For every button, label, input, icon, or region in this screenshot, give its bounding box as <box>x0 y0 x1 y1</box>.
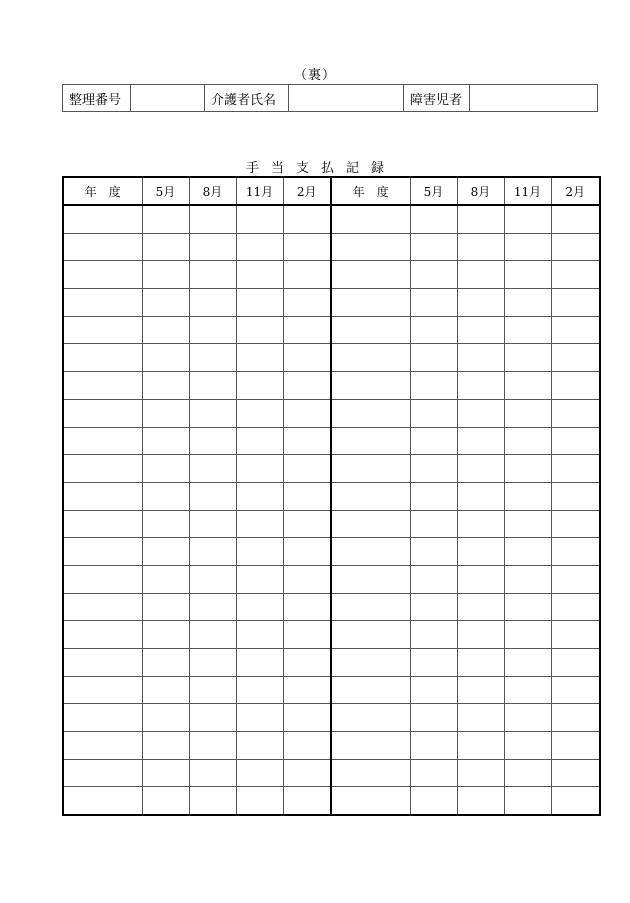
cell-may-right[interactable] <box>410 261 457 289</box>
cell-feb-left[interactable] <box>283 289 331 317</box>
registration-number-field[interactable] <box>131 85 205 112</box>
cell-may-left[interactable] <box>142 427 189 455</box>
cell-fiscal-year-right[interactable] <box>331 621 410 649</box>
table-row <box>63 759 600 787</box>
cell-feb-left[interactable] <box>283 787 331 815</box>
cell-nov-right[interactable] <box>504 233 551 261</box>
table-row <box>63 732 600 760</box>
cell-fiscal-year-right[interactable] <box>331 649 410 677</box>
cell-nov-right[interactable] <box>504 538 551 566</box>
table-row <box>63 565 600 593</box>
cell-fiscal-year-left[interactable] <box>63 510 142 538</box>
cell-may-right[interactable] <box>410 372 457 400</box>
cell-feb-left[interactable] <box>283 538 331 566</box>
cell-aug-left[interactable] <box>189 538 236 566</box>
cell-fiscal-year-left[interactable] <box>63 233 142 261</box>
cell-feb-left[interactable] <box>283 233 331 261</box>
cell-feb-left[interactable] <box>283 344 331 372</box>
table-row <box>63 649 600 677</box>
cell-feb-left[interactable] <box>283 565 331 593</box>
cell-may-left[interactable] <box>142 205 189 233</box>
cell-may-left[interactable] <box>142 676 189 704</box>
cell-aug-left[interactable] <box>189 261 236 289</box>
cell-feb-left[interactable] <box>283 482 331 510</box>
cell-fiscal-year-left[interactable] <box>63 759 142 787</box>
table-row <box>63 510 600 538</box>
header-aug-left: 8月 <box>189 177 236 205</box>
cell-feb-right[interactable] <box>551 289 600 317</box>
cell-fiscal-year-right[interactable] <box>331 399 410 427</box>
cell-fiscal-year-left[interactable] <box>63 289 142 317</box>
cell-fiscal-year-left[interactable] <box>63 482 142 510</box>
cell-nov-left[interactable] <box>236 732 283 760</box>
cell-nov-left[interactable] <box>236 289 283 317</box>
cell-feb-right[interactable] <box>551 510 600 538</box>
cell-fiscal-year-right[interactable] <box>331 704 410 732</box>
cell-fiscal-year-right[interactable] <box>331 455 410 483</box>
cell-feb-right[interactable] <box>551 261 600 289</box>
cell-fiscal-year-right[interactable] <box>331 289 410 317</box>
cell-aug-right[interactable] <box>457 427 504 455</box>
cell-feb-left[interactable] <box>283 399 331 427</box>
cell-fiscal-year-right[interactable] <box>331 759 410 787</box>
cell-may-left[interactable] <box>142 593 189 621</box>
payment-record-title: 手当支払記録 <box>245 161 396 176</box>
cell-nov-left[interactable] <box>236 538 283 566</box>
cell-nov-right[interactable] <box>504 787 551 815</box>
cell-nov-left[interactable] <box>236 316 283 344</box>
page-side-label: （裏） <box>293 68 336 83</box>
cell-feb-right[interactable] <box>551 427 600 455</box>
cell-feb-right[interactable] <box>551 704 600 732</box>
cell-aug-left[interactable] <box>189 372 236 400</box>
disabled-child-label: 障害児者 <box>404 85 470 112</box>
cell-nov-left[interactable] <box>236 621 283 649</box>
cell-feb-left[interactable] <box>283 676 331 704</box>
cell-fiscal-year-left[interactable] <box>63 676 142 704</box>
cell-fiscal-year-left[interactable] <box>63 593 142 621</box>
cell-feb-left[interactable] <box>283 621 331 649</box>
cell-nov-right[interactable] <box>504 759 551 787</box>
cell-fiscal-year-left[interactable] <box>63 399 142 427</box>
cell-nov-left[interactable] <box>236 593 283 621</box>
cell-feb-right[interactable] <box>551 455 600 483</box>
cell-feb-left[interactable] <box>283 510 331 538</box>
cell-nov-left[interactable] <box>236 482 283 510</box>
table-row <box>63 621 600 649</box>
table-row <box>63 676 600 704</box>
cell-nov-right[interactable] <box>504 649 551 677</box>
cell-fiscal-year-left[interactable] <box>63 787 142 815</box>
cell-nov-right[interactable] <box>504 621 551 649</box>
cell-fiscal-year-right[interactable] <box>331 233 410 261</box>
cell-fiscal-year-right[interactable] <box>331 510 410 538</box>
cell-feb-left[interactable] <box>283 649 331 677</box>
cell-aug-right[interactable] <box>457 621 504 649</box>
table-row <box>63 205 600 233</box>
cell-may-right[interactable] <box>410 344 457 372</box>
cell-nov-left[interactable] <box>236 787 283 815</box>
cell-aug-right[interactable] <box>457 732 504 760</box>
cell-nov-right[interactable] <box>504 316 551 344</box>
cell-may-left[interactable] <box>142 372 189 400</box>
cell-may-right[interactable] <box>410 205 457 233</box>
record-body <box>63 205 600 815</box>
caregiver-name-field[interactable] <box>289 85 404 112</box>
cell-may-left[interactable] <box>142 233 189 261</box>
cell-aug-right[interactable] <box>457 787 504 815</box>
cell-may-left[interactable] <box>142 538 189 566</box>
cell-nov-right[interactable] <box>504 399 551 427</box>
cell-nov-left[interactable] <box>236 233 283 261</box>
header-fiscal-year-left: 年 度 <box>63 177 142 205</box>
table-row <box>63 372 600 400</box>
cell-may-right[interactable] <box>410 593 457 621</box>
cell-feb-right[interactable] <box>551 399 600 427</box>
cell-feb-right[interactable] <box>551 676 600 704</box>
cell-fiscal-year-left[interactable] <box>63 427 142 455</box>
cell-feb-right[interactable] <box>551 593 600 621</box>
cell-fiscal-year-right[interactable] <box>331 427 410 455</box>
table-row <box>63 316 600 344</box>
cell-feb-left[interactable] <box>283 704 331 732</box>
cell-may-right[interactable] <box>410 565 457 593</box>
cell-feb-right[interactable] <box>551 344 600 372</box>
cell-fiscal-year-right[interactable] <box>331 316 410 344</box>
cell-feb-right[interactable] <box>551 649 600 677</box>
cell-aug-right[interactable] <box>457 649 504 677</box>
cell-aug-right[interactable] <box>457 205 504 233</box>
cell-aug-left[interactable] <box>189 787 236 815</box>
cell-fiscal-year-right[interactable] <box>331 372 410 400</box>
cell-nov-left[interactable] <box>236 399 283 427</box>
cell-aug-left[interactable] <box>189 399 236 427</box>
cell-aug-right[interactable] <box>457 289 504 317</box>
cell-may-left[interactable] <box>142 787 189 815</box>
cell-aug-right[interactable] <box>457 510 504 538</box>
cell-may-left[interactable] <box>142 289 189 317</box>
cell-aug-right[interactable] <box>457 565 504 593</box>
cell-feb-right[interactable] <box>551 565 600 593</box>
cell-nov-right[interactable] <box>504 676 551 704</box>
header-may-right: 5月 <box>410 177 457 205</box>
cell-may-right[interactable] <box>410 482 457 510</box>
cell-aug-left[interactable] <box>189 565 236 593</box>
cell-nov-right[interactable] <box>504 704 551 732</box>
cell-may-left[interactable] <box>142 344 189 372</box>
cell-fiscal-year-left[interactable] <box>63 732 142 760</box>
header-may-left: 5月 <box>142 177 189 205</box>
cell-fiscal-year-right[interactable] <box>331 593 410 621</box>
cell-nov-right[interactable] <box>504 289 551 317</box>
cell-feb-left[interactable] <box>283 372 331 400</box>
table-row <box>63 482 600 510</box>
cell-may-left[interactable] <box>142 510 189 538</box>
cell-may-left[interactable] <box>142 759 189 787</box>
header-nov-left: 11月 <box>236 177 283 205</box>
cell-fiscal-year-left[interactable] <box>63 538 142 566</box>
cell-may-left[interactable] <box>142 704 189 732</box>
table-row <box>63 593 600 621</box>
cell-feb-right[interactable] <box>551 316 600 344</box>
cell-feb-right[interactable] <box>551 732 600 760</box>
cell-nov-left[interactable] <box>236 427 283 455</box>
cell-nov-right[interactable] <box>504 205 551 233</box>
cell-feb-right[interactable] <box>551 372 600 400</box>
cell-aug-left[interactable] <box>189 455 236 483</box>
cell-fiscal-year-right[interactable] <box>331 787 410 815</box>
cell-may-right[interactable] <box>410 732 457 760</box>
cell-feb-left[interactable] <box>283 759 331 787</box>
cell-aug-left[interactable] <box>189 344 236 372</box>
header-row <box>63 177 600 205</box>
cell-nov-right[interactable] <box>504 593 551 621</box>
header-fiscal-year-right: 年 度 <box>331 177 410 205</box>
cell-aug-right[interactable] <box>457 538 504 566</box>
cell-may-right[interactable] <box>410 455 457 483</box>
cell-nov-left[interactable] <box>236 344 283 372</box>
cell-nov-right[interactable] <box>504 482 551 510</box>
cell-nov-left[interactable] <box>236 704 283 732</box>
cell-fiscal-year-right[interactable] <box>331 676 410 704</box>
table-row <box>63 289 600 317</box>
header-feb-right: 2月 <box>551 177 600 205</box>
cell-may-left[interactable] <box>142 399 189 427</box>
cell-feb-right[interactable] <box>551 621 600 649</box>
cell-nov-left[interactable] <box>236 565 283 593</box>
cell-feb-left[interactable] <box>283 593 331 621</box>
header-feb-left: 2月 <box>283 177 331 205</box>
cell-may-left[interactable] <box>142 455 189 483</box>
cell-aug-left[interactable] <box>189 732 236 760</box>
cell-fiscal-year-left[interactable] <box>63 704 142 732</box>
cell-fiscal-year-left[interactable] <box>63 205 142 233</box>
cell-fiscal-year-left[interactable] <box>63 316 142 344</box>
cell-nov-left[interactable] <box>236 510 283 538</box>
cell-fiscal-year-left[interactable] <box>63 372 142 400</box>
cell-feb-right[interactable] <box>551 205 600 233</box>
cell-feb-left[interactable] <box>283 732 331 760</box>
info-table <box>62 84 598 112</box>
cell-may-left[interactable] <box>142 482 189 510</box>
cell-nov-left[interactable] <box>236 649 283 677</box>
table-row <box>63 344 600 372</box>
cell-aug-left[interactable] <box>189 233 236 261</box>
cell-nov-left[interactable] <box>236 205 283 233</box>
cell-nov-right[interactable] <box>504 510 551 538</box>
cell-may-left[interactable] <box>142 732 189 760</box>
cell-fiscal-year-left[interactable] <box>63 621 142 649</box>
table-row <box>63 787 600 815</box>
cell-fiscal-year-right[interactable] <box>331 565 410 593</box>
info-row <box>63 85 598 112</box>
cell-aug-left[interactable] <box>189 289 236 317</box>
cell-aug-right[interactable] <box>457 593 504 621</box>
cell-feb-left[interactable] <box>283 261 331 289</box>
table-row <box>63 538 600 566</box>
cell-aug-left[interactable] <box>189 676 236 704</box>
cell-aug-left[interactable] <box>189 482 236 510</box>
cell-aug-left[interactable] <box>189 649 236 677</box>
cell-nov-left[interactable] <box>236 759 283 787</box>
cell-nov-right[interactable] <box>504 732 551 760</box>
cell-may-right[interactable] <box>410 538 457 566</box>
cell-fiscal-year-right[interactable] <box>331 261 410 289</box>
cell-fiscal-year-left[interactable] <box>63 455 142 483</box>
cell-may-right[interactable] <box>410 676 457 704</box>
cell-nov-left[interactable] <box>236 372 283 400</box>
cell-nov-left[interactable] <box>236 676 283 704</box>
cell-may-right[interactable] <box>410 621 457 649</box>
cell-nov-right[interactable] <box>504 372 551 400</box>
cell-aug-right[interactable] <box>457 482 504 510</box>
cell-may-left[interactable] <box>142 261 189 289</box>
cell-may-left[interactable] <box>142 621 189 649</box>
cell-nov-right[interactable] <box>504 455 551 483</box>
cell-may-right[interactable] <box>410 399 457 427</box>
cell-aug-left[interactable] <box>189 593 236 621</box>
cell-fiscal-year-left[interactable] <box>63 261 142 289</box>
table-row <box>63 704 600 732</box>
cell-may-right[interactable] <box>410 427 457 455</box>
disabled-child-field[interactable] <box>470 85 598 112</box>
cell-feb-left[interactable] <box>283 455 331 483</box>
cell-aug-right[interactable] <box>457 399 504 427</box>
cell-fiscal-year-left[interactable] <box>63 565 142 593</box>
cell-aug-right[interactable] <box>457 704 504 732</box>
cell-nov-left[interactable] <box>236 261 283 289</box>
cell-aug-right[interactable] <box>457 676 504 704</box>
cell-fiscal-year-right[interactable] <box>331 732 410 760</box>
cell-aug-left[interactable] <box>189 316 236 344</box>
cell-may-left[interactable] <box>142 316 189 344</box>
cell-fiscal-year-left[interactable] <box>63 649 142 677</box>
cell-aug-right[interactable] <box>457 233 504 261</box>
cell-nov-left[interactable] <box>236 455 283 483</box>
cell-fiscal-year-right[interactable] <box>331 205 410 233</box>
cell-aug-right[interactable] <box>457 372 504 400</box>
cell-feb-left[interactable] <box>283 427 331 455</box>
cell-feb-right[interactable] <box>551 787 600 815</box>
cell-aug-right[interactable] <box>457 759 504 787</box>
table-row <box>63 233 600 261</box>
cell-feb-left[interactable] <box>283 316 331 344</box>
cell-aug-left[interactable] <box>189 621 236 649</box>
table-row <box>63 261 600 289</box>
cell-may-right[interactable] <box>410 510 457 538</box>
cell-may-right[interactable] <box>410 704 457 732</box>
header-aug-right: 8月 <box>457 177 504 205</box>
payment-record-table <box>62 176 601 816</box>
cell-may-right[interactable] <box>410 787 457 815</box>
cell-may-left[interactable] <box>142 649 189 677</box>
cell-nov-right[interactable] <box>504 427 551 455</box>
cell-aug-right[interactable] <box>457 344 504 372</box>
cell-feb-right[interactable] <box>551 759 600 787</box>
cell-aug-right[interactable] <box>457 455 504 483</box>
header-nov-right: 11月 <box>504 177 551 205</box>
cell-nov-right[interactable] <box>504 565 551 593</box>
table-row <box>63 399 600 427</box>
cell-fiscal-year-right[interactable] <box>331 344 410 372</box>
cell-nov-right[interactable] <box>504 261 551 289</box>
cell-may-right[interactable] <box>410 316 457 344</box>
cell-aug-left[interactable] <box>189 759 236 787</box>
cell-may-right[interactable] <box>410 289 457 317</box>
cell-feb-right[interactable] <box>551 482 600 510</box>
cell-feb-left[interactable] <box>283 205 331 233</box>
cell-fiscal-year-right[interactable] <box>331 538 410 566</box>
cell-feb-right[interactable] <box>551 538 600 566</box>
cell-fiscal-year-right[interactable] <box>331 482 410 510</box>
cell-aug-left[interactable] <box>189 427 236 455</box>
registration-number-label: 整理番号 <box>63 85 131 112</box>
caregiver-name-label: 介護者氏名 <box>205 85 289 112</box>
cell-may-left[interactable] <box>142 565 189 593</box>
table-row <box>63 427 600 455</box>
cell-aug-right[interactable] <box>457 261 504 289</box>
cell-may-right[interactable] <box>410 233 457 261</box>
cell-may-right[interactable] <box>410 649 457 677</box>
cell-aug-left[interactable] <box>189 510 236 538</box>
cell-aug-left[interactable] <box>189 704 236 732</box>
cell-may-right[interactable] <box>410 759 457 787</box>
cell-nov-right[interactable] <box>504 344 551 372</box>
cell-feb-right[interactable] <box>551 233 600 261</box>
cell-fiscal-year-left[interactable] <box>63 344 142 372</box>
table-row <box>63 455 600 483</box>
cell-aug-right[interactable] <box>457 316 504 344</box>
cell-aug-left[interactable] <box>189 205 236 233</box>
